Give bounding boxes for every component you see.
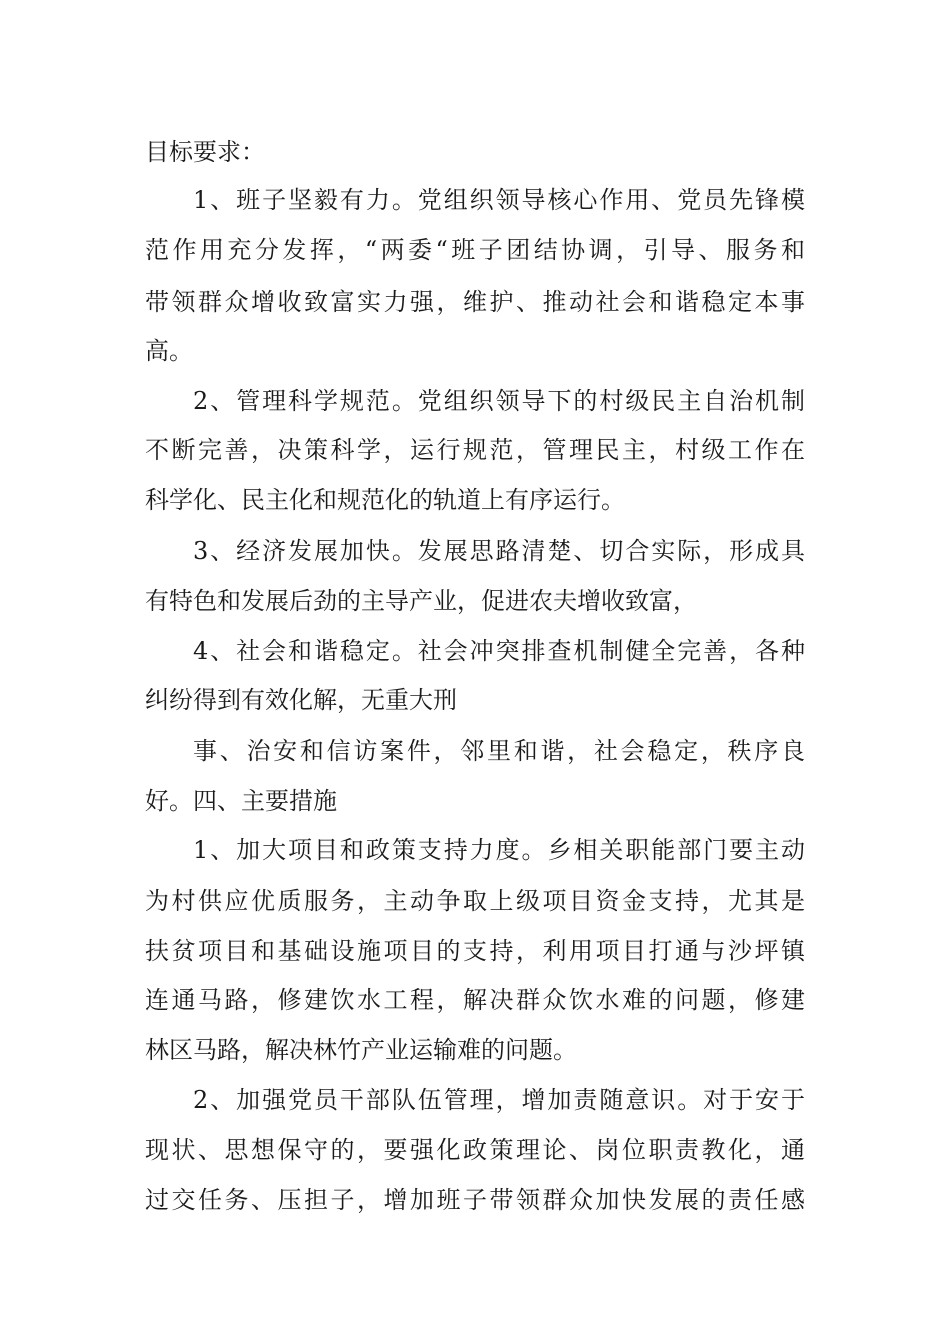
text-line: 4、社会和谐稳定。社会冲突排查机制健全完善，各种: [193, 637, 805, 665]
text-line: 有特色和发展后劲的主导产业，促进农夫增收致富，: [145, 587, 697, 615]
text-line: 现状、思想保守的，要强化政策理论、岗位职责教化，通: [145, 1136, 805, 1164]
text-line: 高。: [145, 337, 193, 365]
text-line: 带领群众增收致富实力强，维护、推动社会和谐稳定本事: [145, 288, 805, 316]
text-line: 不断完善，决策科学，运行规范，管理民主，村级工作在: [145, 436, 805, 464]
text-line: 范作用充分发挥，“两委“班子团结协调，引导、服务和: [145, 236, 805, 264]
text-line: 好。四、主要措施: [145, 787, 337, 815]
text-line: 1、加大项目和政策支持力度。乡相关职能部门要主动: [193, 836, 805, 864]
text-line: 1、班子坚毅有力。党组织领导核心作用、党员先锋模: [193, 186, 805, 214]
text-line: 连通马路，修建饮水工程，解决群众饮水难的问题，修建: [145, 986, 805, 1014]
text-line: 2、管理科学规范。党组织领导下的村级民主自治机制: [193, 387, 805, 415]
text-line: 纠纷得到有效化解，无重大刑: [145, 686, 457, 714]
text-line: 扶贫项目和基础设施项目的支持，利用项目打通与沙坪镇: [145, 937, 805, 965]
text-line: 林区马路，解决林竹产业运输难的问题。: [145, 1036, 577, 1064]
text-line: 3、经济发展加快。发展思路清楚、切合实际，形成具: [193, 537, 805, 565]
text-line: 为村供应优质服务，主动争取上级项目资金支持，尤其是: [145, 887, 805, 915]
text-line: 科学化、民主化和规范化的轨道上有序运行。: [145, 486, 625, 514]
text-line: 2、加强党员干部队伍管理，增加责随意识。对于安于: [193, 1086, 805, 1114]
text-line: 过交任务、压担子，增加班子带领群众加快发展的责任感: [145, 1186, 805, 1214]
text-line: 事、治安和信访案件，邻里和谐，社会稳定，秩序良: [193, 737, 805, 765]
text-line: 目标要求：: [145, 138, 265, 166]
